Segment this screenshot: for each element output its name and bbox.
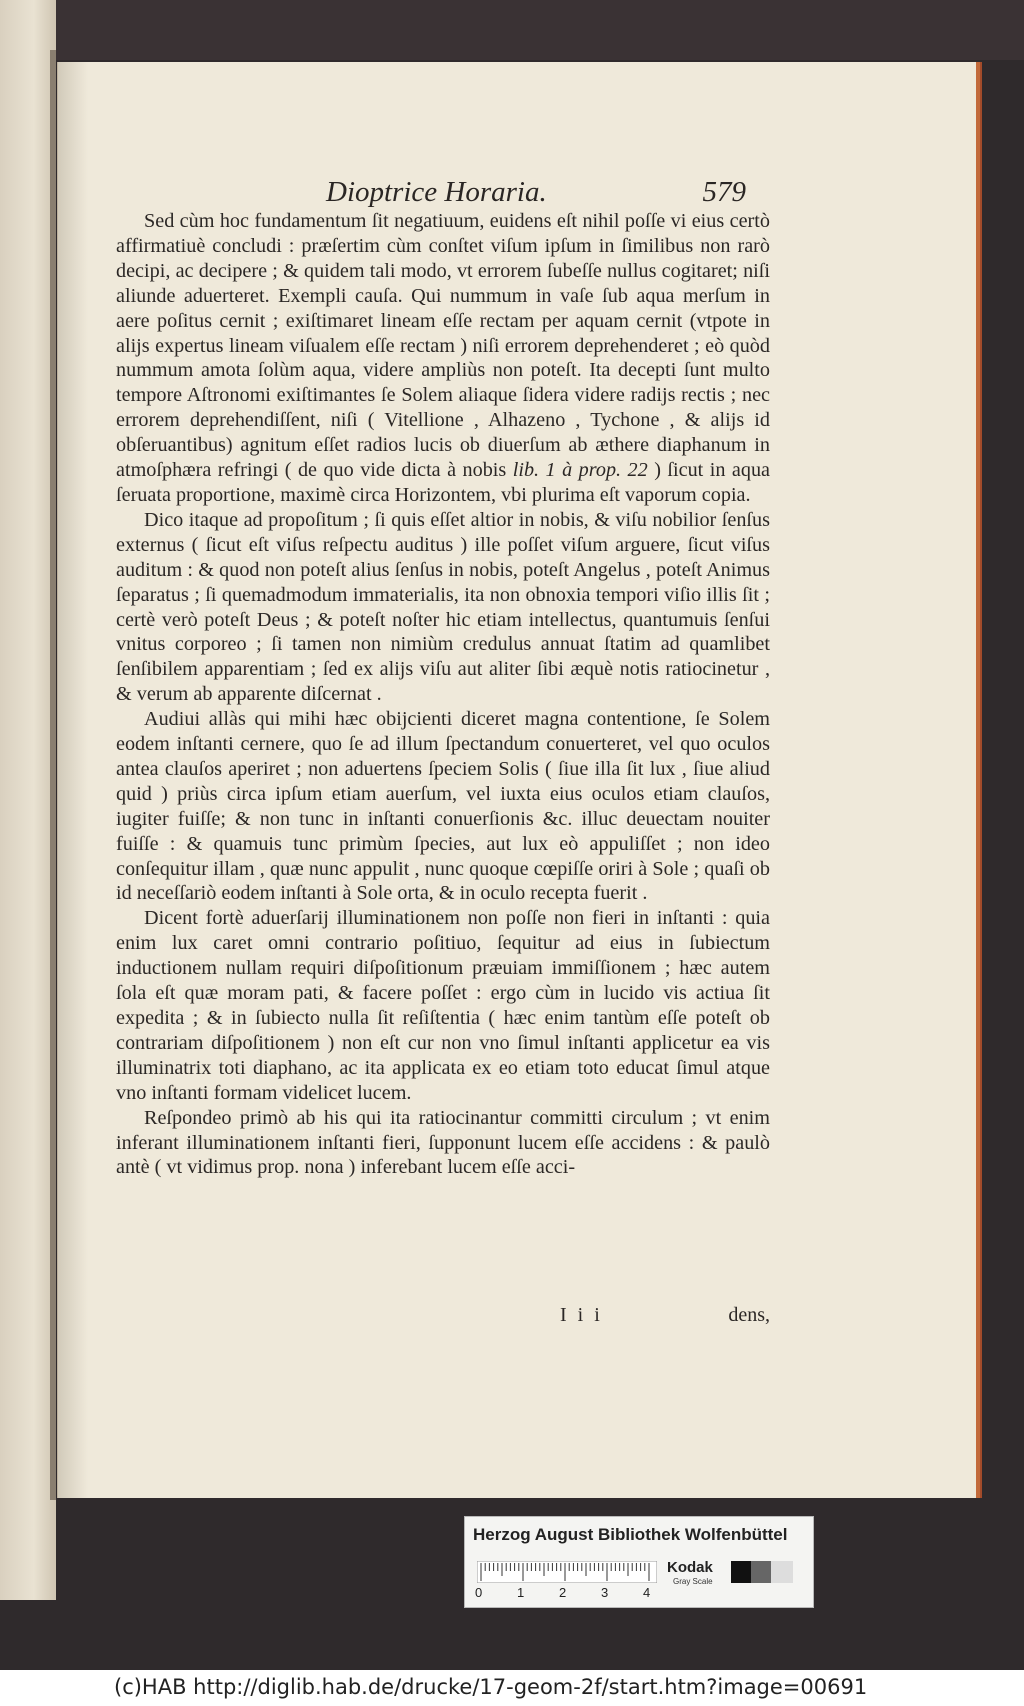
ruler-number: 4: [643, 1585, 651, 1600]
library-label-card: [464, 1516, 814, 1608]
kodak-subtitle: Gray Scale: [673, 1577, 713, 1586]
caption-bar: [0, 1670, 1024, 1706]
citation: lib. 1 à prop. 22: [512, 459, 648, 482]
library-name: Herzog August Bibliothek Wolfenbüttel: [473, 1525, 788, 1544]
gray-scale-swatch: [731, 1561, 793, 1583]
body-text: [116, 209, 770, 1180]
scale-ruler: [477, 1561, 657, 1583]
ruler-numbers: [475, 1585, 665, 1601]
running-title: Dioptrice Horaria.: [326, 176, 547, 208]
signature-mark: I i i: [560, 1304, 603, 1326]
kodak-logo: Kodak: [667, 1559, 713, 1576]
paragraph-2: Dico itaque ad propoſitum ; ſi quis eſſet altior in nobis, & viſu nobilior ſenſus externus ( ſicut eſt viſus reſpectu auditus ) ille poſſet viſum arguere, ſicut viſus auditum : & quod non poteſt alius ſenſus in nobis, poteſt Angelus , poteſt Animus ſeparatus ; ſi quemadmodum immaterialis, ita non obnoxia tempori viſio illis ſit ; certè verò poteſt Deus ; & poteſt noſter hic etiam intellectus, quantumuis ſenſui vnitus corporeo ; ſi tamen non nimiùm credulus annuat ſtatim ad quamlibet ſenſibilem apparentiam ; ſed ex alijs viſu aut aliter ſibi æquè notis ratiocinetur , & verum ab apparente diſcernat .: [116, 508, 770, 706]
copyright-caption: (c)HAB http://diglib.hab.de/drucke/17-geom-2f/start.htm?image=00691: [114, 1675, 868, 1699]
paragraph-4: Dicent fortè aduerſarij illuminationem non poſſe non fieri in inſtanti : quia enim lux caret omni contrario poſitiuo, ſequitur ad eius in ſubiectum inductionem nullam requiri diſpoſitionum præuiam immiſſionem ; hæc autem ſola eſt quæ moram pati, & facere poſſet : ergo cùm in lucido vis actiua ſit expedita ; & in ſubiecto nulla ſit reſiſtentia ( hæc enim tantùm eſſe poteſt ob contrariam diſpoſitionem ) non eſt cur non vno ſimul inſtanti applicetur ea vis illuminatrix toti diaphano, ac ita applicata ex eo etiam toto educat ſimul atque vno inſtanti formam videlicet lucem.: [116, 907, 770, 1104]
ruler-number: 2: [559, 1585, 567, 1600]
page-footer: [116, 1304, 770, 1332]
left-facing-page: [0, 0, 56, 1600]
ruler-number: 3: [601, 1585, 609, 1600]
page-number: 579: [702, 176, 746, 208]
ruler-ticks: [477, 1561, 657, 1583]
paragraph-3: Audiui allàs qui mihi hæc obijcienti diceret magna contentione, ſe Solem eodem inſtanti cernere, quo ſe ad illum ſpectandum conuerteret, vel quo oculos antea clauſos aperiret ; non aduertens ſpeciem Solis ( ſiue illa ſit lux , ſiue aliud quid ) priùs circa ipſum etiam auerſum, vel iuxta eius oculos etiam clauſos, iugiter fuiſſe; & non tunc in inſtanti conuerſionis &c. illuc deuectam nouiter fuiſſe : & quamuis tunc primùm ſpecies, aut lux eò appuliſſet ; non ideo conſequitur illam , quæ nunc appulit , nunc quoque cœpiſſe oriri à Sole ; quaſi ob id neceſſariò eodem inſtanti à Sole orta, & in oculo recepta fuerit .: [116, 708, 770, 905]
ruler-number: 1: [517, 1585, 525, 1600]
paragraph-5: Reſpondeo primò ab his qui ita ratiocinantur committi circulum ; vt enim inferant illuminationem inſtanti fieri, ſupponunt lucem eſſe accidens : & paulò antè ( vt vidimus prop. nona ) inferebant lucem eſſe acci-: [116, 1106, 770, 1179]
catchword: dens,: [728, 1304, 770, 1326]
scan-background: [0, 0, 1024, 60]
page-shadow: [58, 62, 88, 1498]
ruler-number: 0: [475, 1585, 483, 1600]
paragraph-1: Sed cùm hoc fundamentum ſit negatiuum, euidens eſt nihil poſſe vi eius certò affirmatiuè concludi : præſertim cùm conſtet viſum ipſum in ſimilibus non rarò decipi, ac decipere ; & quidem tali modo, vt errorem ſubeſſe nullus cogitaret; niſi aliunde aduerteret. Exempli cauſa. Qui nummum in vaſe ſub aqua merſum in aere poſitus cernit ; exiſtimaret lineam eſſe rectam per aquam cernit (vtpote in alijs expertus lineam viſualem eſſe rectam ) niſi errorem deprehenderet ; eò quòd nummum amota ſolùm aqua, videre ampliùs non poteſt. Ita decepti ſunt multo tempore Aſtronomi exiſtimantes ſe Solem aliaque ſidera videre radijs rectis ; nec errorem deprehendiſſent, niſi ( Vitellione , Alhazeno , Tychone , & alijs id obſeruantibus) agnitum eſſet radios lucis ob diuerſum ab æthere diaphanum in atmoſphæra refringi ( de quo vide dicta à nobis lib. 1 à prop. 22 ) ſicut in aqua ſeruata proportione, maximè circa Horizontem, vbi plurima eſt vaporum copia.: [116, 210, 771, 506]
page-gutter: [50, 50, 56, 1500]
